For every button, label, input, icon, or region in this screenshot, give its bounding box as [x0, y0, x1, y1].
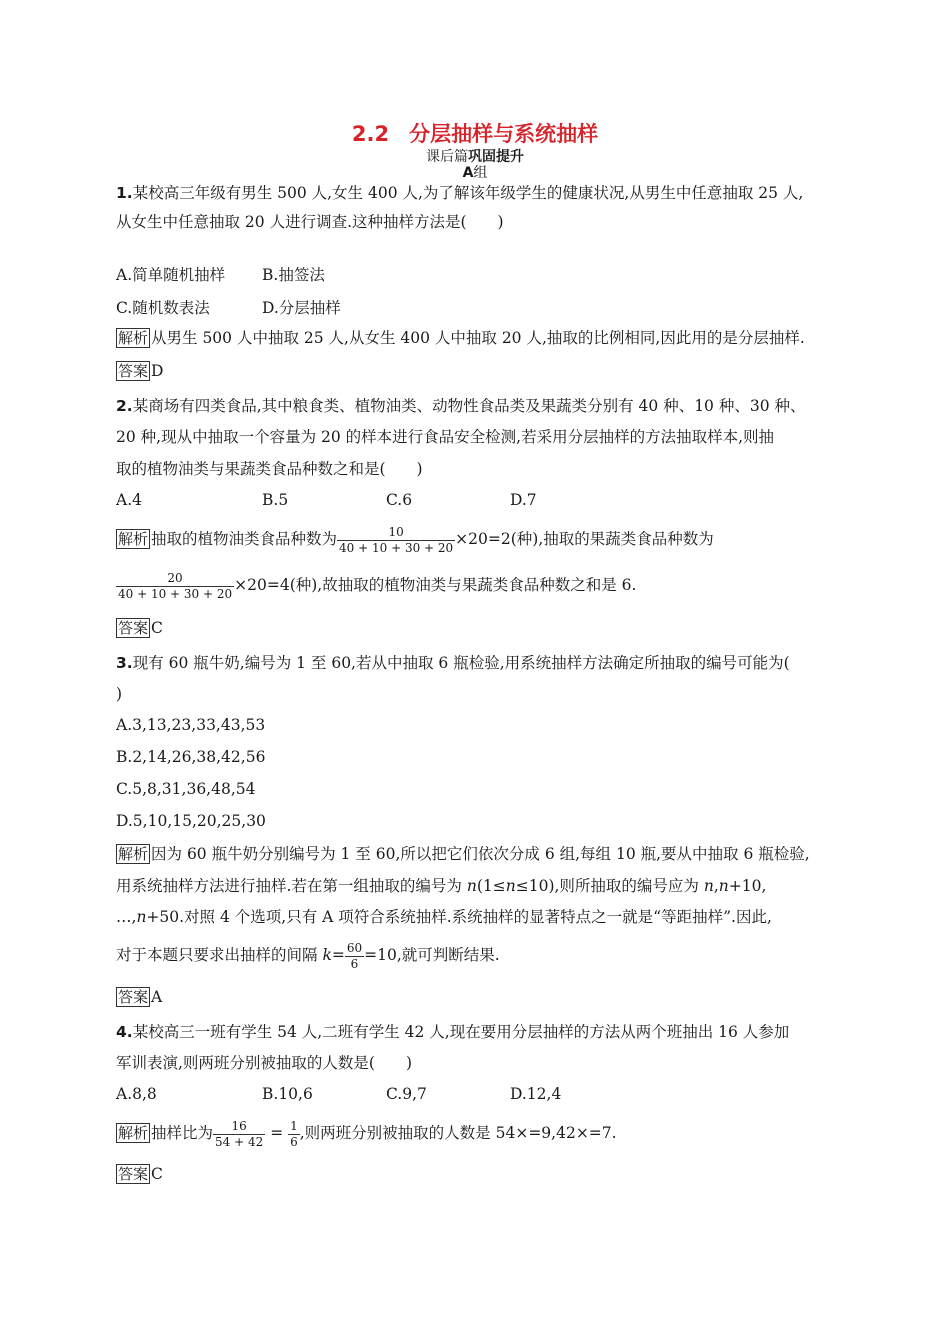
q4-answer — [116, 1164, 163, 1184]
q2-analysis-text-3: ×20=4(种),故抽取的植物油类与果蔬类食品种数之和是 6. — [234, 576, 637, 594]
page-title — [0, 118, 950, 148]
q4-option-a: A.8,8 — [116, 1085, 157, 1103]
q1-number: 1. — [116, 184, 133, 202]
q3-analysis-text-7: …, — [116, 908, 137, 926]
fraction-denominator: 40 + 10 + 30 + 20 — [339, 540, 454, 555]
q2-analysis-text-2: ×20=2(种),抽取的果蔬类食品种数为 — [455, 530, 714, 548]
q3-option-a: A.3,13,23,33,43,53 — [116, 716, 266, 734]
q4-fraction-one-sixth — [288, 1119, 300, 1150]
q2-answer-value: C — [151, 619, 163, 637]
variable-n: n — [505, 877, 516, 895]
q2-answer — [116, 618, 163, 638]
q3-analysis-text-8: +50.对照 4 个选项,只有 A 项符合系统抽样.系统抽样的显著特点之一就是“等距抽样”.因此, — [146, 908, 772, 926]
analysis-tag: 解析 — [118, 1124, 149, 1142]
q3-analysis-text-3: (1≤ — [476, 877, 506, 895]
q2-fraction-fruit — [116, 571, 234, 602]
q1-analysis — [116, 328, 805, 348]
fraction-numerator: 1 — [290, 1118, 298, 1133]
q2-stem-line1 — [116, 396, 806, 416]
q4-answer-value: C — [151, 1165, 163, 1183]
answer-tag: 答案 — [118, 988, 149, 1006]
q2-stem-line2: 20 种,现从中抽取一个容量为 20 的样本进行食品安全检测,若采用分层抽样的方法抽取样本,则抽 — [116, 428, 775, 446]
q3-analysis-text-9: 对于本题只要求出抽样的间隔 — [116, 946, 323, 964]
title-text: 分层抽样与系统抽样 — [409, 122, 599, 146]
q4-option-b: B.10,6 — [262, 1085, 313, 1103]
q3-answer — [116, 987, 162, 1007]
variable-k: k — [322, 946, 332, 964]
q4-analysis-text-1: 抽样比为 — [151, 1124, 214, 1142]
q2-option-d: D.7 — [510, 491, 537, 509]
fraction-numerator: 20 — [167, 570, 183, 585]
q4-option-c: C.9,7 — [386, 1085, 427, 1103]
q3-analysis-text-5: , — [713, 877, 719, 895]
variable-n: n — [136, 908, 147, 926]
subtitle-prefix: 课后篇 — [426, 149, 468, 165]
subtitle-bold: 巩固提升 — [468, 149, 524, 165]
q3-analysis-text-4: ≤10),则所抽取的编号应为 — [515, 877, 704, 895]
q3-option-d: D.5,10,15,20,25,30 — [116, 812, 266, 830]
answer-tag: 答案 — [118, 362, 149, 380]
q3-text-1: 现有 60 瓶牛奶,编号为 1 至 60,若从中抽取 6 瓶检验,用系统抽样方法确定所抽取的编号可能为( — [132, 654, 790, 672]
equals-sign: = — [331, 946, 345, 964]
q4-stem-line1 — [116, 1022, 789, 1042]
q1-answer-value: D — [151, 362, 164, 380]
q4-analysis — [116, 1114, 617, 1152]
q2-text-1: 某商场有四类食品,其中粮食类、植物油类、动物性食品类及果蔬类分别有 40 种、10 种、30 种、 — [132, 397, 806, 415]
q2-stem-line3: 取的植物油类与果蔬类食品种数之和是( ) — [116, 460, 423, 478]
q3-stem-line2: ) — [116, 685, 123, 703]
q3-option-c: C.5,8,31,36,48,54 — [116, 780, 256, 798]
q3-analysis-text-1: 因为 60 瓶牛奶分别编号为 1 至 60,所以把它们依次分成 6 组,每组 10 瓶,要从中抽取 6 瓶检验, — [151, 845, 810, 863]
q3-analysis-line2 — [116, 876, 766, 896]
q2-option-c: C.6 — [386, 491, 413, 509]
fraction-denominator: 6 — [345, 956, 364, 972]
q2-fraction-oil — [337, 525, 455, 556]
q4-number: 4. — [116, 1023, 133, 1041]
fraction-numerator: 10 — [388, 524, 404, 539]
q3-answer-value: A — [151, 988, 163, 1006]
q2-number: 2. — [116, 397, 133, 415]
q1-stem-line1 — [116, 183, 803, 203]
q3-option-b: B.2,14,26,38,42,56 — [116, 748, 266, 766]
q3-analysis-text-6: +10, — [728, 877, 767, 895]
analysis-tag: 解析 — [118, 530, 149, 548]
analysis-tag: 解析 — [118, 845, 149, 863]
q2-analysis-line1 — [116, 520, 714, 558]
q1-option-c: C.随机数表法 — [116, 299, 210, 317]
q1-stem-line2: 从女生中任意抽取 20 人进行调查.这种抽样方法是( ) — [116, 213, 504, 231]
q1-text-1: 某校高三年级有男生 500 人,女生 400 人,为了解该年级学生的健康状况,从男生中任意抽取 25 人, — [132, 184, 804, 202]
q3-analysis-text-2: 用系统抽样方法进行抽样.若在第一组抽取的编号为 — [116, 877, 467, 895]
q1-option-a: A.简单随机抽样 — [116, 266, 226, 284]
variable-n: n — [466, 877, 477, 895]
q2-analysis-line2 — [116, 566, 636, 604]
q4-analysis-text-2: ,则两班分别被抽取的人数是 54×=9,42×=7. — [299, 1124, 617, 1142]
q3-stem-line1 — [116, 653, 790, 673]
q4-fraction-ratio — [213, 1119, 265, 1150]
fraction-numerator: 16 — [231, 1118, 247, 1133]
q3-analysis-line4 — [116, 936, 500, 974]
answer-tag: 答案 — [118, 619, 149, 637]
q4-text-1: 某校高三一班有学生 54 人,二班有学生 42 人,现在要用分层抽样的方法从两个班抽出 16 人参加 — [132, 1023, 790, 1041]
analysis-tag: 解析 — [118, 329, 149, 347]
fraction-denominator: 40 + 10 + 30 + 20 — [118, 586, 233, 601]
q4-option-d: D.12,4 — [510, 1085, 562, 1103]
q3-analysis-text-10: =10,就可判断结果. — [364, 946, 500, 964]
fraction-numerator: 60 — [346, 940, 363, 955]
fraction-denominator: 54 + 42 — [215, 1134, 264, 1149]
title-number: 2.2 — [351, 122, 390, 146]
q2-analysis-text-1: 抽取的植物油类食品种数为 — [151, 530, 338, 548]
fraction-denominator: 6 — [290, 1134, 298, 1149]
q3-analysis-line3 — [116, 907, 772, 927]
group-letter: A — [462, 165, 474, 181]
equals-sign: = — [265, 1124, 289, 1142]
q1-analysis-text: 从男生 500 人中抽取 25 人,从女生 400 人中抽取 20 人,抽取的比例相同,因此用的是分层抽样. — [151, 329, 805, 347]
q3-fraction-interval — [345, 941, 364, 972]
variable-n: n — [718, 877, 729, 895]
group-label — [0, 162, 950, 182]
q4-stem-line2: 军训表演,则两班分别被抽取的人数是( ) — [116, 1054, 413, 1072]
q2-option-b: B.5 — [262, 491, 289, 509]
q1-option-b: B.抽签法 — [262, 266, 325, 284]
q3-number: 3. — [116, 654, 133, 672]
answer-tag: 答案 — [118, 1165, 149, 1183]
q2-option-a: A.4 — [116, 491, 142, 509]
q1-option-d: D.分层抽样 — [262, 299, 341, 317]
variable-n: n — [703, 877, 714, 895]
group-suffix: 组 — [473, 165, 488, 181]
q1-answer — [116, 361, 163, 381]
q3-analysis-line1 — [116, 844, 810, 864]
